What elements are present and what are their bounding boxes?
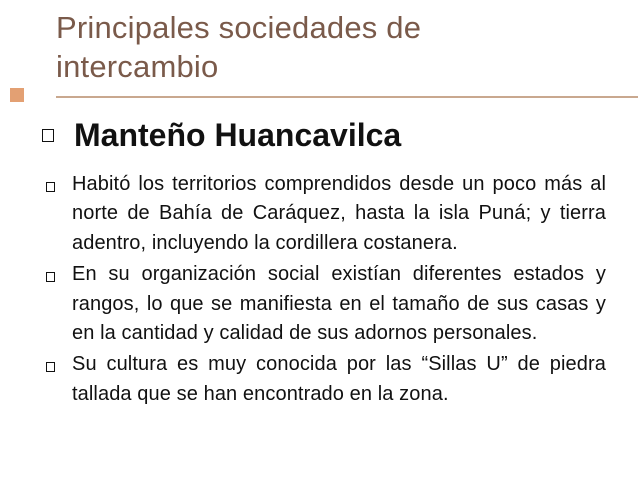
checkbox-bullet-icon — [46, 362, 55, 372]
bullet-text: Su cultura es muy conocida por las “Sillas U” de piedra tallada que se han encontrado en la zona. — [72, 353, 606, 405]
section-heading: Manteño Huancavilca — [74, 117, 402, 153]
heading-row — [40, 114, 606, 156]
checkbox-bullet-icon — [46, 182, 55, 192]
bullet-text: Habitó los territorios comprendidos desde un poco más al norte de Bahía de Caráquez, hasta la isla Puná; y tierra adentro, incluyendo la cordillera costanera. — [72, 173, 606, 254]
list-item — [40, 350, 606, 409]
checkbox-bullet-icon — [46, 272, 55, 282]
list-item — [40, 170, 606, 258]
accent-square — [10, 88, 24, 102]
checkbox-bullet-icon — [42, 129, 54, 142]
bullet-text: En su organización social existían diferentes estados y rangos, lo que se manifiesta en el tamaño de sus casas y en la cantidad y calidad de sus adornos personales. — [72, 263, 606, 345]
list-item — [40, 260, 606, 348]
slide-content — [40, 114, 606, 409]
slide-title: Principales sociedades de intercambio — [56, 10, 422, 84]
accent-divider-line — [56, 96, 638, 98]
